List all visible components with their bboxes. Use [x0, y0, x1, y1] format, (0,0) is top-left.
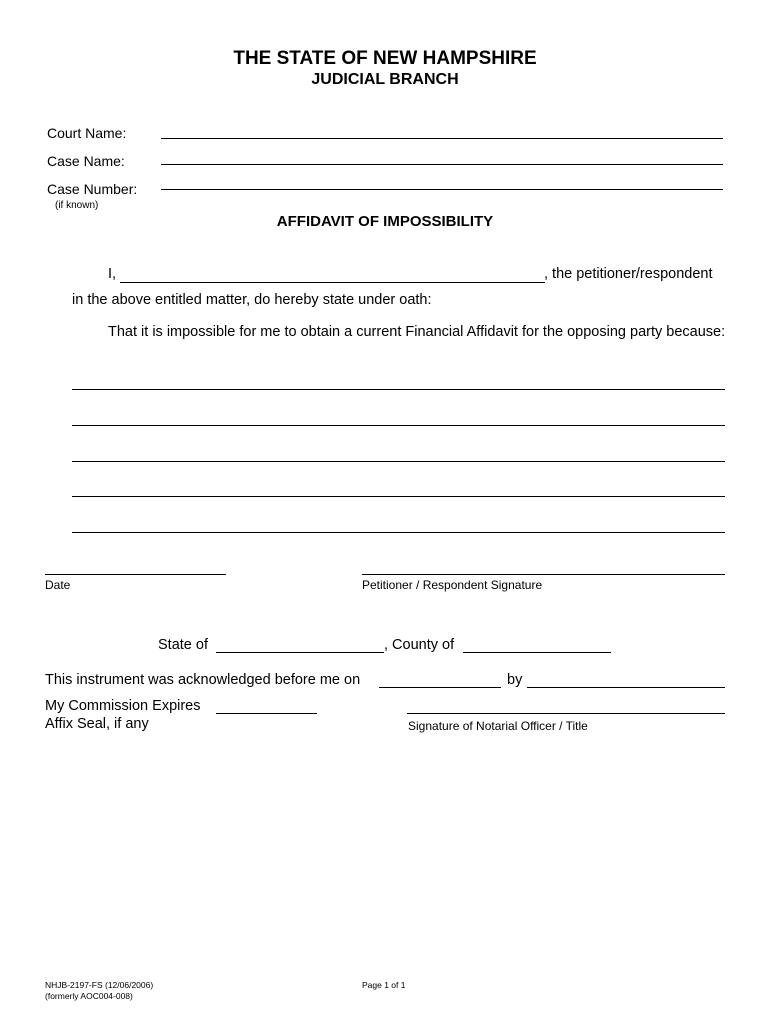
- petitioner-signature-label: Petitioner / Respondent Signature: [362, 578, 543, 592]
- form-number: NHJB-2197-FS (12/06/2006): [45, 980, 154, 990]
- formerly-number: (formerly AOC004-008): [45, 991, 133, 1001]
- if-known-note: (if known): [55, 200, 99, 211]
- state-field[interactable]: [216, 652, 384, 653]
- role-text: , the petitioner/respondent: [544, 266, 713, 282]
- petitioner-signature-field[interactable]: [362, 574, 725, 575]
- by-label: by: [507, 672, 523, 688]
- acknowledged-by-field[interactable]: [527, 687, 725, 688]
- form-title: AFFIDAVIT OF IMPOSSIBILITY: [276, 213, 494, 230]
- oath-text: in the above entitled matter, do hereby state under oath:: [72, 292, 432, 308]
- date-field[interactable]: [45, 574, 226, 575]
- reason-line[interactable]: [72, 496, 725, 497]
- county-field[interactable]: [463, 652, 611, 653]
- case-number-label: Case Number:: [47, 181, 138, 197]
- form-footer: [45, 980, 153, 1002]
- county-of-label: , County of: [384, 637, 455, 653]
- reason-line[interactable]: [72, 461, 725, 462]
- page-number: Page 1 of 1: [362, 980, 406, 990]
- notarial-signature-label: Signature of Notarial Officer / Title: [408, 719, 588, 733]
- reason-line[interactable]: [72, 532, 725, 533]
- commission-label: My Commission Expires: [45, 698, 201, 714]
- reason-text: That it is impossible for me to obtain a current Financial Affidavit for the opposing party because:: [108, 324, 726, 340]
- commission-expires-field[interactable]: [216, 713, 317, 714]
- notarial-signature-field[interactable]: [407, 713, 725, 714]
- case-name-label: Case Name:: [47, 153, 125, 169]
- state-title: THE STATE OF NEW HAMPSHIRE: [233, 48, 537, 69]
- reason-line[interactable]: [72, 389, 725, 390]
- branch-title: JUDICIAL BRANCH: [311, 71, 459, 88]
- date-label: Date: [45, 578, 71, 592]
- court-name-field[interactable]: [161, 138, 723, 139]
- affiant-name-field[interactable]: [120, 282, 545, 283]
- i-label: I,: [108, 266, 117, 282]
- affix-seal-label: Affix Seal, if any: [45, 716, 149, 732]
- acknowledged-label: This instrument was acknowledged before me on: [45, 672, 361, 688]
- case-name-field[interactable]: [161, 164, 723, 165]
- state-of-label: State of: [158, 637, 208, 653]
- reason-line[interactable]: [72, 425, 725, 426]
- acknowledged-date-field[interactable]: [379, 687, 501, 688]
- court-name-label: Court Name:: [47, 125, 127, 141]
- case-number-field[interactable]: [161, 189, 723, 190]
